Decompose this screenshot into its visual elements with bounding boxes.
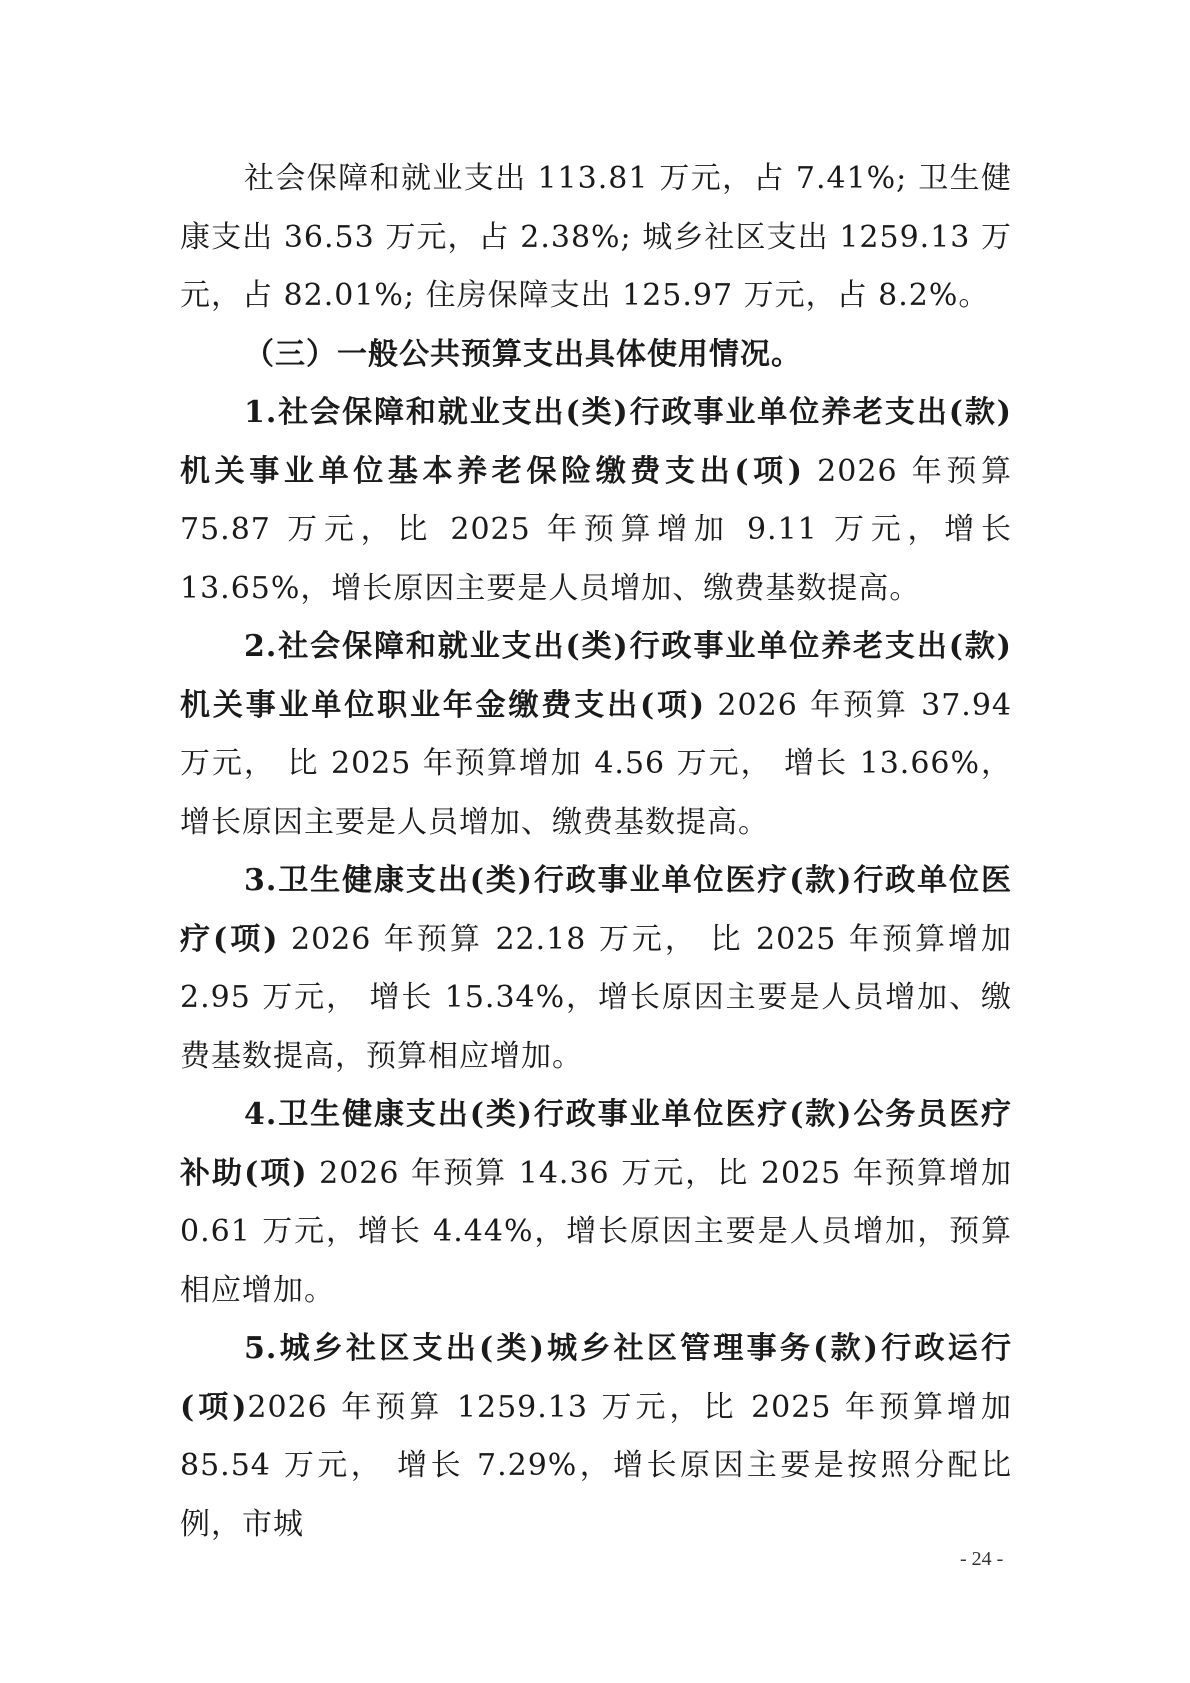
item-4-body: 2026 年预算 14.36 万元，比 2025 年预算增加 0.61 万元，增长 4.44%，增长原因主要是人员增加，预算相应增加。	[180, 1155, 1013, 1308]
item-4-title: 4.卫生健康支出(类)行政事业单位医疗(款)公务员医疗补助(项)	[180, 1097, 1012, 1191]
item-1-title: 1.社会保障和就业支出(类)行政事业单位养老支出(款)机关事业单位基本养老保险缴费支出(项)	[180, 395, 1012, 489]
document-page	[180, 150, 1012, 1554]
item-2-body: 2026 年预算 37.94 万元， 比 2025 年预算增加 4.56 万元， 增长 13.66%，增长原因主要是人员增加、缴费基数提高。	[180, 687, 1013, 840]
paragraph-item-2	[180, 618, 1012, 852]
paragraph-item-5	[180, 1320, 1012, 1554]
item-5-title: 5.城乡社区支出(类)城乡社区管理事务(款)行政运行(项)	[180, 1331, 1012, 1425]
page-number: - 24 -	[960, 1548, 1004, 1570]
paragraph-item-1	[180, 384, 1012, 618]
section-heading: （三）一般公共预算支出具体使用情况。	[244, 336, 802, 372]
item-5-body: 2026 年预算 1259.13 万元，比 2025 年预算增加 85.54 万元， 增长 7.29%，增长原因主要是按照分配比例，市城	[180, 1389, 1013, 1542]
item-3-body: 2026 年预算 22.18 万元， 比 2025 年预算增加 2.95 万元， 增长 15.34%，增长原因主要是人员增加、缴费基数提高，预算相应增加。	[180, 921, 1012, 1074]
item-2-title: 2.社会保障和就业支出(类)行政事业单位养老支出(款)机关事业单位职业年金缴费支出(项)	[180, 629, 1012, 723]
paragraph-item-3	[180, 852, 1012, 1086]
paragraph-item-4	[180, 1086, 1012, 1320]
item-3-title: 3.卫生健康支出(类)行政事业单位医疗(款)行政单位医疗(项)	[180, 863, 1012, 957]
item-1-body: 2026 年预算 75.87 万元，比 2025 年预算增加 9.11 万元，增长 13.65%，增长原因主要是人员增加、缴费基数提高。	[180, 453, 1012, 606]
paragraph-expenditure-summary: 社会保障和就业支出 113.81 万元，占 7.41%; 卫生健康支出 36.53 万元，占 2.38%; 城乡社区支出 1259.13 万元，占 82.01%; 住房保障支出 125.97 万元，占 8.2%。	[180, 161, 1012, 313]
